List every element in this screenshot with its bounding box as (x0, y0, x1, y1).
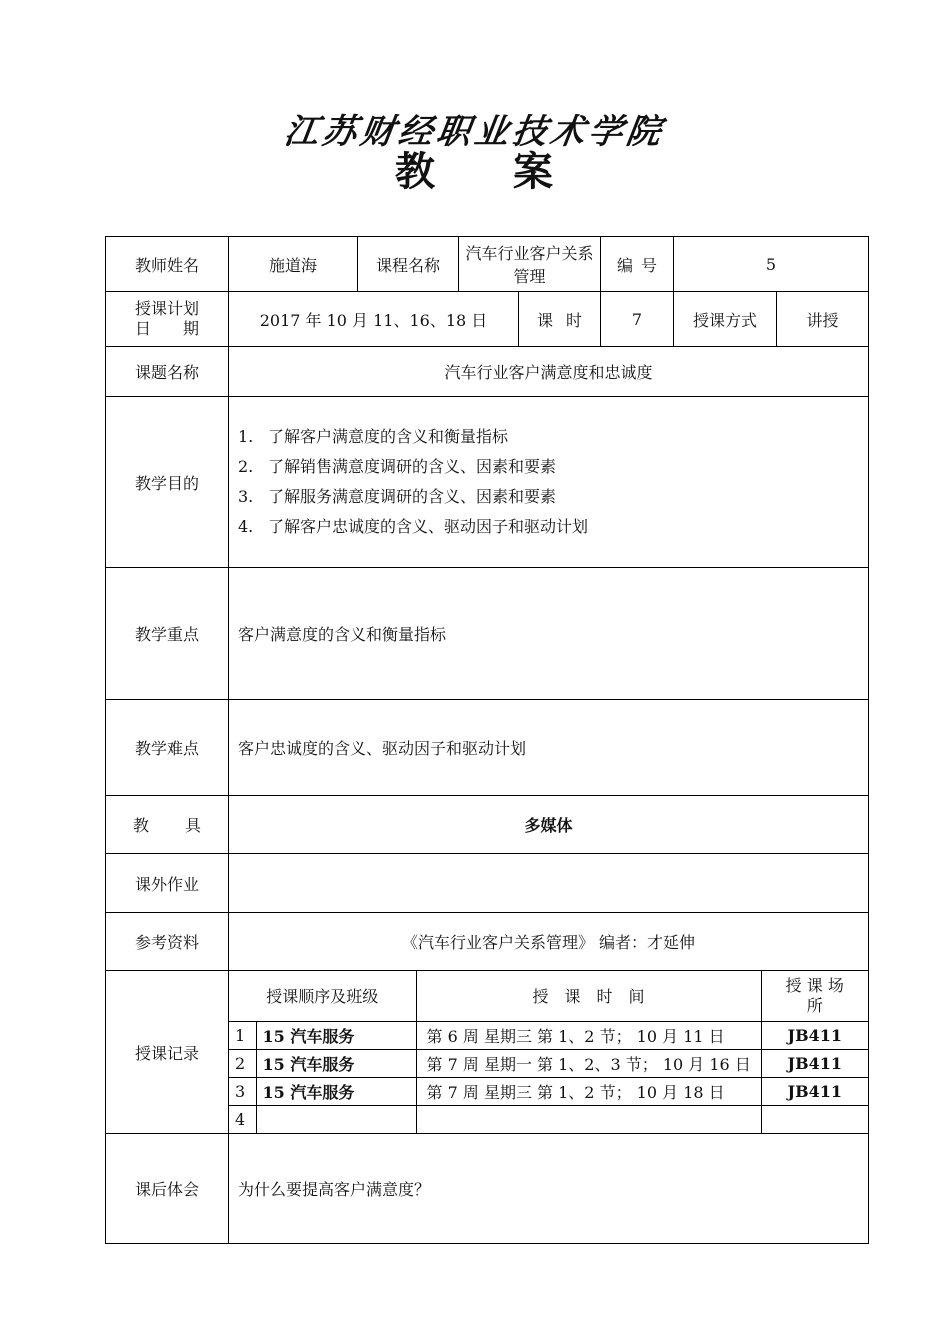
records-header-time: 授 课 时 间 (416, 971, 761, 1021)
homework-label: 课外作业 (106, 854, 229, 913)
references-value: 《汽车行业客户关系管理》 编者：才延伸 (229, 913, 869, 971)
tools-label: 教 具 (106, 796, 229, 854)
homework-value (229, 854, 869, 913)
objective-item: 2. 了解销售满意度调研的含义、因素和要素 (238, 457, 557, 476)
topic-value: 汽车行业客户满意度和忠诚度 (229, 347, 869, 397)
record-class (256, 1105, 416, 1133)
tools-value: 多媒体 (229, 796, 869, 854)
table-row (229, 1077, 868, 1105)
objectives-list-cell (229, 397, 869, 568)
record-class: 15 汽车服务 (256, 1021, 416, 1049)
record-class: 15 汽车服务 (256, 1077, 416, 1105)
number-label: 编 号 (601, 237, 674, 292)
title-char-1: 教 (395, 149, 437, 195)
record-time: 第 7 周 星期一 第 1、2、3 节； 10 月 16 日 (416, 1049, 761, 1077)
plan-date-value: 2017 年 10 月 11、16、18 日 (229, 292, 519, 347)
record-place: JB411 (761, 1021, 868, 1049)
records-header-order-class: 授课顺序及班级 (229, 971, 416, 1021)
records-header-place: 授 课 场 所 (761, 971, 868, 1021)
reflection-value: 为什么要提高客户满意度？ (229, 1134, 869, 1244)
record-place: JB411 (761, 1077, 868, 1105)
number-value: 5 (674, 237, 869, 292)
record-time: 第 7 周 星期三 第 1、2 节； 10 月 18 日 (416, 1077, 761, 1105)
method-label: 授课方式 (674, 292, 777, 347)
course-label: 课程名称 (358, 237, 459, 292)
objective-item: 1. 了解客户满意度的含义和衡量指标 (238, 427, 509, 446)
record-time (416, 1105, 761, 1133)
record-place: JB411 (761, 1049, 868, 1077)
table-row (229, 1021, 868, 1049)
objectives-label: 教学目的 (106, 397, 229, 568)
objectives-list (229, 422, 868, 542)
records-cell (229, 971, 869, 1134)
difficulties-label: 教学难点 (106, 700, 229, 796)
method-value: 讲授 (777, 292, 869, 347)
references-label: 参考资料 (106, 913, 229, 971)
plan-date-label: 授课计划 日 期 (106, 292, 229, 347)
title-char-2: 案 (513, 149, 555, 195)
objective-item: 3. 了解服务满意度调研的含义、因素和要素 (238, 487, 557, 506)
document-title (0, 140, 950, 197)
lesson-plan-table (105, 236, 869, 1244)
record-place (761, 1105, 868, 1133)
reflection-label: 课后体会 (106, 1134, 229, 1244)
college-name: 江苏财经职业技术学院 (281, 112, 668, 152)
record-time: 第 6 周 星期三 第 1、2 节； 10 月 11 日 (416, 1021, 761, 1049)
objective-item: 4. 了解客户忠诚度的含义、驱动因子和驱动计划 (238, 517, 589, 536)
records-label: 授课记录 (106, 971, 229, 1134)
topic-label: 课题名称 (106, 347, 229, 397)
table-row (229, 1049, 868, 1077)
table-row (229, 1105, 868, 1133)
record-number: 2 (229, 1049, 256, 1077)
record-class: 15 汽车服务 (256, 1049, 416, 1077)
difficulties-value: 客户忠诚度的含义、驱动因子和驱动计划 (229, 700, 869, 796)
record-number: 1 (229, 1021, 256, 1049)
hours-label: 课 时 (519, 292, 601, 347)
key-points-label: 教学重点 (106, 568, 229, 700)
course-value: 汽车行业客户关系管理 (459, 237, 601, 292)
record-number: 3 (229, 1077, 256, 1105)
teaching-records-table (229, 971, 868, 1133)
record-number: 4 (229, 1105, 256, 1133)
hours-value: 7 (601, 292, 674, 347)
teacher-label: 教师姓名 (106, 237, 229, 292)
teacher-value: 施道海 (229, 237, 358, 292)
key-points-value: 客户满意度的含义和衡量指标 (229, 568, 869, 700)
